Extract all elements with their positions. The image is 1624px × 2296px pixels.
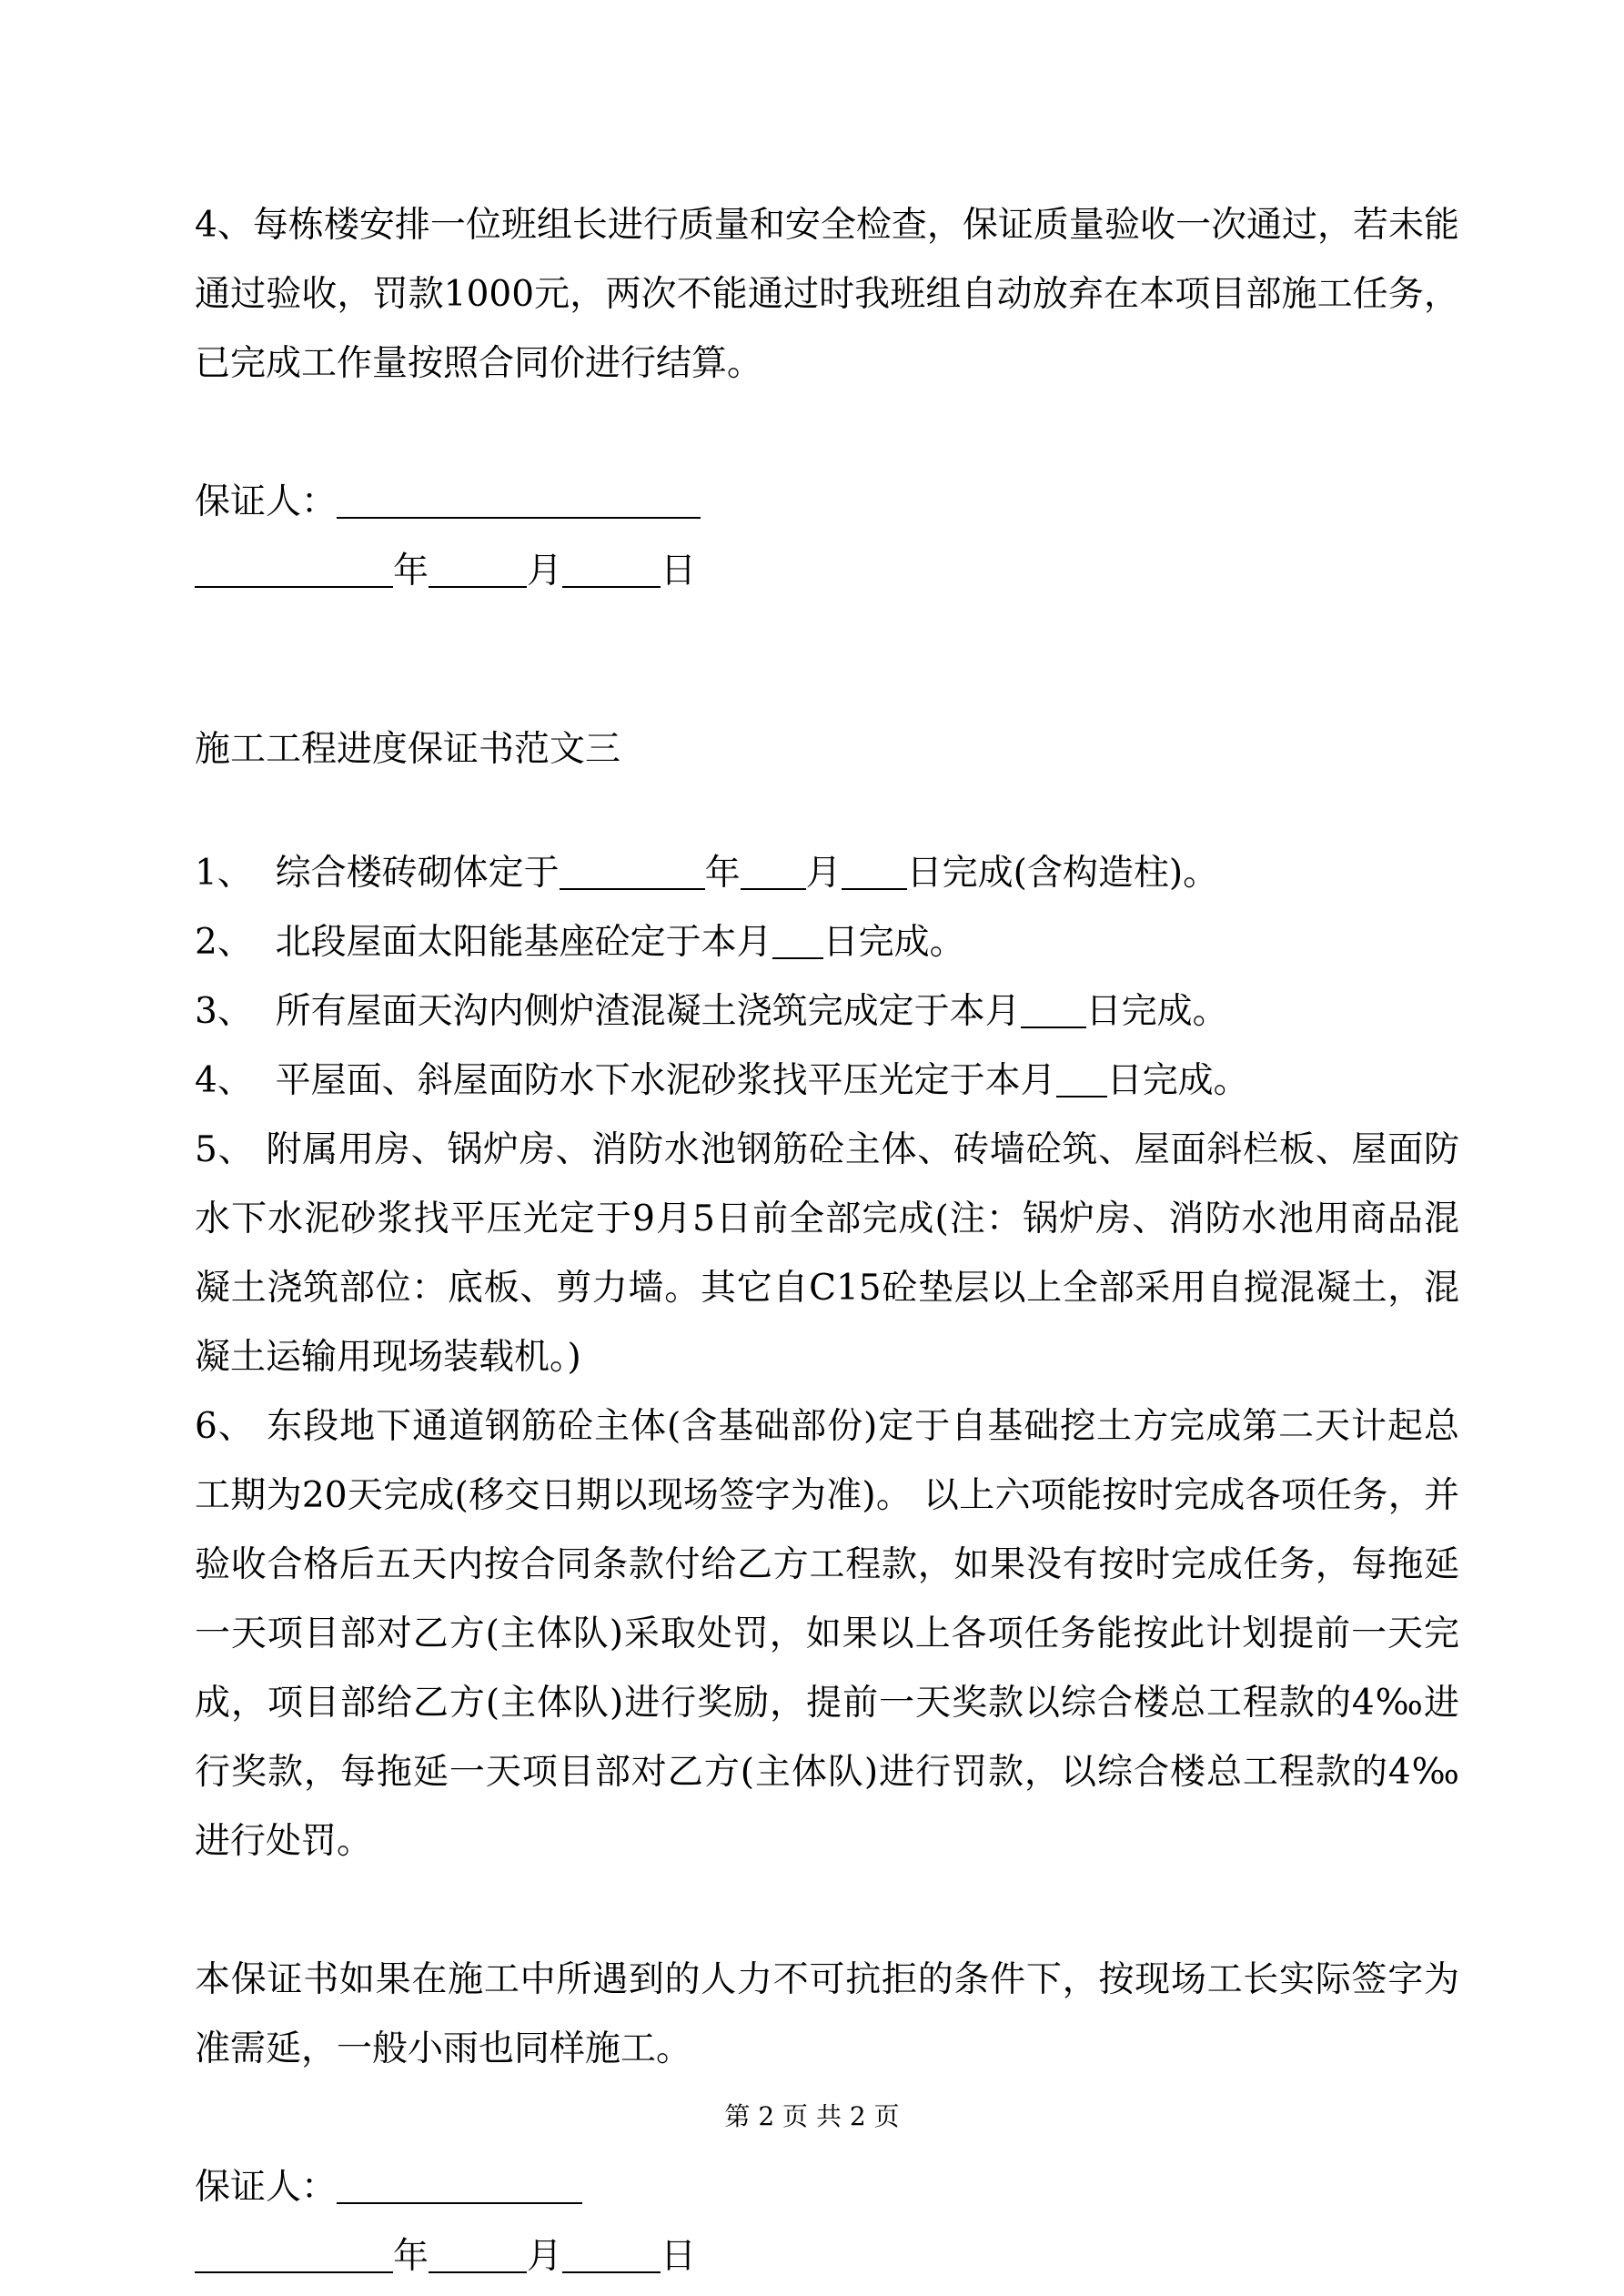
item-2 (195, 908, 1459, 977)
day-blank (562, 2236, 661, 2273)
item-5: 5、 附属用房、锅炉房、消防水池钢筋砼主体、砖墙砼筑、屋面斜栏板、屋面防水下水泥砂浆找平压光定于9月5日前全部完成(注：锅炉房、消防水池用商品混凝土浇筑部位：底板、剪力墙。其它自C15砼垫层以上全部采用自搅混凝土，混凝土运输用现场装载机。) (195, 1129, 1459, 1378)
item-text: 日完成。 (822, 922, 965, 963)
item-3 (195, 977, 1459, 1047)
guarantor-label: 保证人： (195, 2167, 338, 2208)
date-line (195, 2222, 1459, 2291)
month-label: 月 (527, 2236, 563, 2277)
guarantor-line (195, 2153, 1459, 2222)
item-text: 所有屋面天沟内侧炉渣混凝土浇筑完成定于本月 (275, 991, 1021, 1032)
item-number: 3、 (195, 991, 253, 1032)
paragraph-quality-check: 4、每栋楼安排一位班组长进行质量和安全检查，保证质量验收一次通过，若未能通过验收，罚款1000元，两次不能通过时我班组自动放弃在本项目部施工任务，已完成工作量按照合同价进行结算。 (195, 205, 1459, 384)
day-blank (842, 853, 907, 890)
spacer (195, 606, 1459, 715)
item-text: 综合楼砖砌体定于 (275, 853, 560, 894)
day-blank (1056, 1060, 1107, 1097)
document-page (195, 191, 1459, 2291)
month-blank (741, 853, 806, 890)
item-text: 日完成。 (1106, 1060, 1249, 1101)
spacer (195, 784, 1459, 839)
day-blank (562, 551, 661, 588)
guarantor-line (195, 468, 1459, 537)
day-blank (772, 922, 823, 959)
month-label: 月 (527, 551, 563, 592)
item-4 (195, 1047, 1459, 1116)
signature-blank (337, 481, 701, 519)
item-number: 1、 (195, 853, 253, 894)
item-number: 4、 (195, 1060, 253, 1101)
item-text: 日完成(含构造柱)。 (906, 853, 1219, 894)
item-1 (195, 839, 1459, 908)
item-text: 日完成。 (1085, 991, 1228, 1032)
year-blank (195, 551, 393, 588)
day-label: 日 (661, 2236, 697, 2277)
spacer (195, 399, 1459, 468)
item-text: 北段屋面太阳能基座砼定于本月 (275, 922, 772, 963)
item-6: 6、 东段地下通道钢筋砼主体(含基础部份)定于自基础挖土方完成第二天计起总工期为20天完成(移交日期以现场签字为准)。 以上六项能按时完成各项任务，并验收合格后五天内按合同条款付给乙方工程款，如果没有按时完成任务，每拖延一天项目部对乙方(主体队)采取处罚，如果以上各项任务能按此计划提前一天完成，项目部给乙方(主体队)进行奖励，提前一天奖款以综合楼总工程款的4‰进行奖款，每拖延一天项目部对乙方(主体队)进行罚款，以综合楼总工程款的4‰进行处罚。 (195, 1406, 1459, 1862)
month-label: 月 (805, 853, 842, 894)
closing-paragraph: 本保证书如果在施工中所遇到的人力不可抗拒的条件下，按现场工长实际签字为准需延，一般小雨也同样施工。 (195, 1959, 1459, 2069)
year-blank (195, 2236, 393, 2273)
spacer (195, 1876, 1459, 1946)
year-label: 年 (393, 551, 429, 592)
month-blank (429, 551, 527, 588)
year-label: 年 (393, 2236, 429, 2277)
page-footer: 第 2 页 共 2 页 (724, 2101, 900, 2131)
section-title: 施工工程进度保证书范文三 (195, 729, 621, 770)
item-text: 平屋面、斜屋面防水下水泥砂浆找平压光定于本月 (275, 1060, 1056, 1101)
year-blank (560, 853, 705, 890)
item-number: 2、 (195, 922, 253, 963)
guarantor-label: 保证人： (195, 481, 338, 522)
day-blank (1021, 991, 1086, 1028)
year-label: 年 (704, 853, 741, 894)
signature-blank (337, 2167, 582, 2204)
day-label: 日 (661, 551, 697, 592)
month-blank (429, 2236, 527, 2273)
date-line (195, 537, 1459, 606)
